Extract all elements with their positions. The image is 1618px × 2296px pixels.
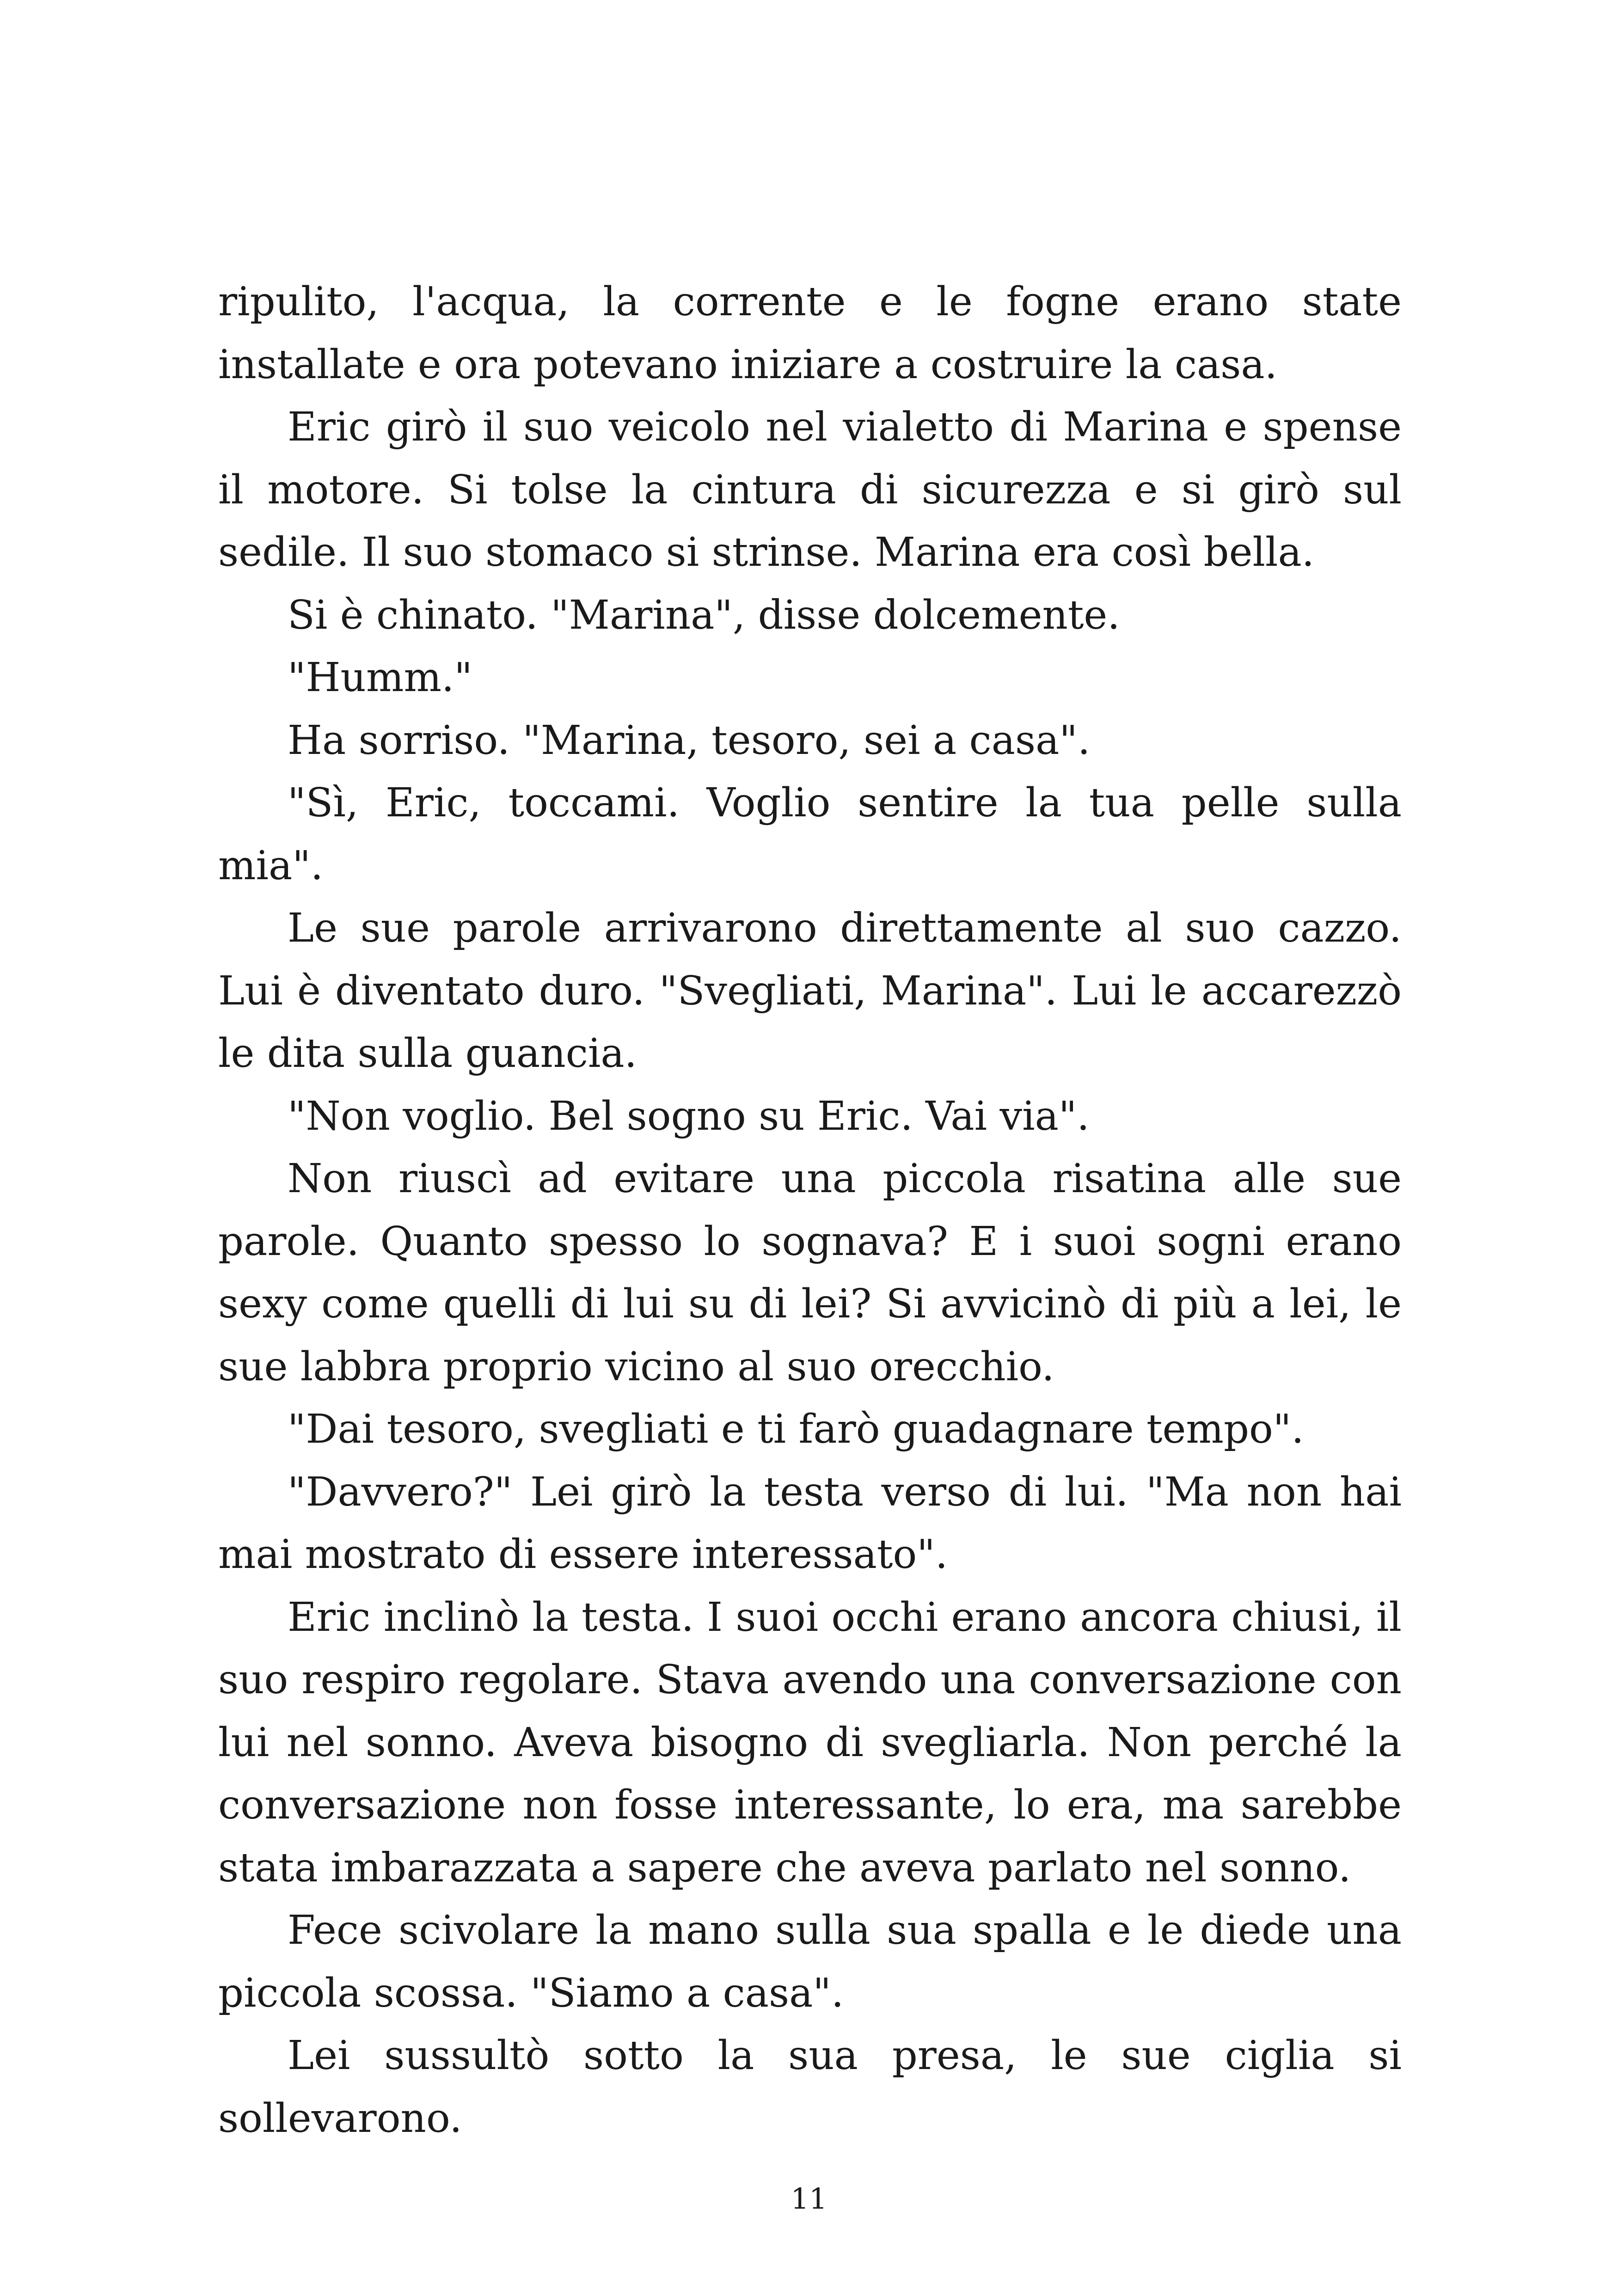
paragraph: Si è chinato. "Marina", disse dolcemente. bbox=[288, 592, 1120, 638]
paragraph: "Non voglio. Bel sogno su Eric. Vai via". bbox=[288, 1093, 1090, 1139]
paragraph: Lei sussultò sotto la sua presa, le sue ciglia si sollevarono. bbox=[218, 2033, 1402, 2142]
paragraph-continuation: ripulito, l'acqua, la corrente e le fogne erano state installate e ora potevano iniziare a costruire la casa. bbox=[218, 279, 1402, 388]
body-text bbox=[218, 271, 1402, 2150]
paragraph: "Davvero?" Lei girò la testa verso di lui. "Ma non hai mai mostrato di essere interessato". bbox=[218, 1469, 1402, 1578]
paragraph: Le sue parole arrivarono direttamente al suo cazzo. Lui è diventato duro. "Svegliati, Marina". Lui le accarezzò le dita sulla guancia. bbox=[218, 905, 1402, 1077]
paragraph: "Dai tesoro, svegliati e ti farò guadagnare tempo". bbox=[288, 1406, 1304, 1452]
paragraph: Ha sorriso. "Marina, tesoro, sei a casa". bbox=[288, 717, 1091, 764]
paragraph: Non riuscì ad evitare una piccola risatina alle sue parole. Quanto spesso lo sognava? E i suoi sogni erano sexy come quelli di lui su di lei? Si avvicinò di più a lei, le sue labbra proprio vicino al suo orecchio. bbox=[218, 1156, 1402, 1390]
page-number: 11 bbox=[791, 2182, 827, 2216]
paragraph: "Humm." bbox=[288, 655, 472, 701]
paragraph: Fece scivolare la mano sulla sua spalla e le diede una piccola scossa. "Siamo a casa". bbox=[218, 1907, 1402, 2016]
paragraph: Eric inclinò la testa. I suoi occhi erano ancora chiusi, il suo respiro regolare. Stava avendo una conversazione con lui nel sonno. Aveva bisogno di svegliarla. Non perché la conversazione non fosse interessante, lo era, ma sarebbe stata imbarazzata a sapere che aveva parlato nel sonno. bbox=[218, 1594, 1402, 1891]
paragraph: Eric girò il suo veicolo nel vialetto di Marina e spense il motore. Si tolse la cintura di sicurezza e si girò sul sedile. Il suo stomaco si strinse. Marina era così bella. bbox=[218, 404, 1402, 576]
paragraph: "Sì, Eric, toccami. Voglio sentire la tua pelle sulla mia". bbox=[218, 780, 1402, 889]
